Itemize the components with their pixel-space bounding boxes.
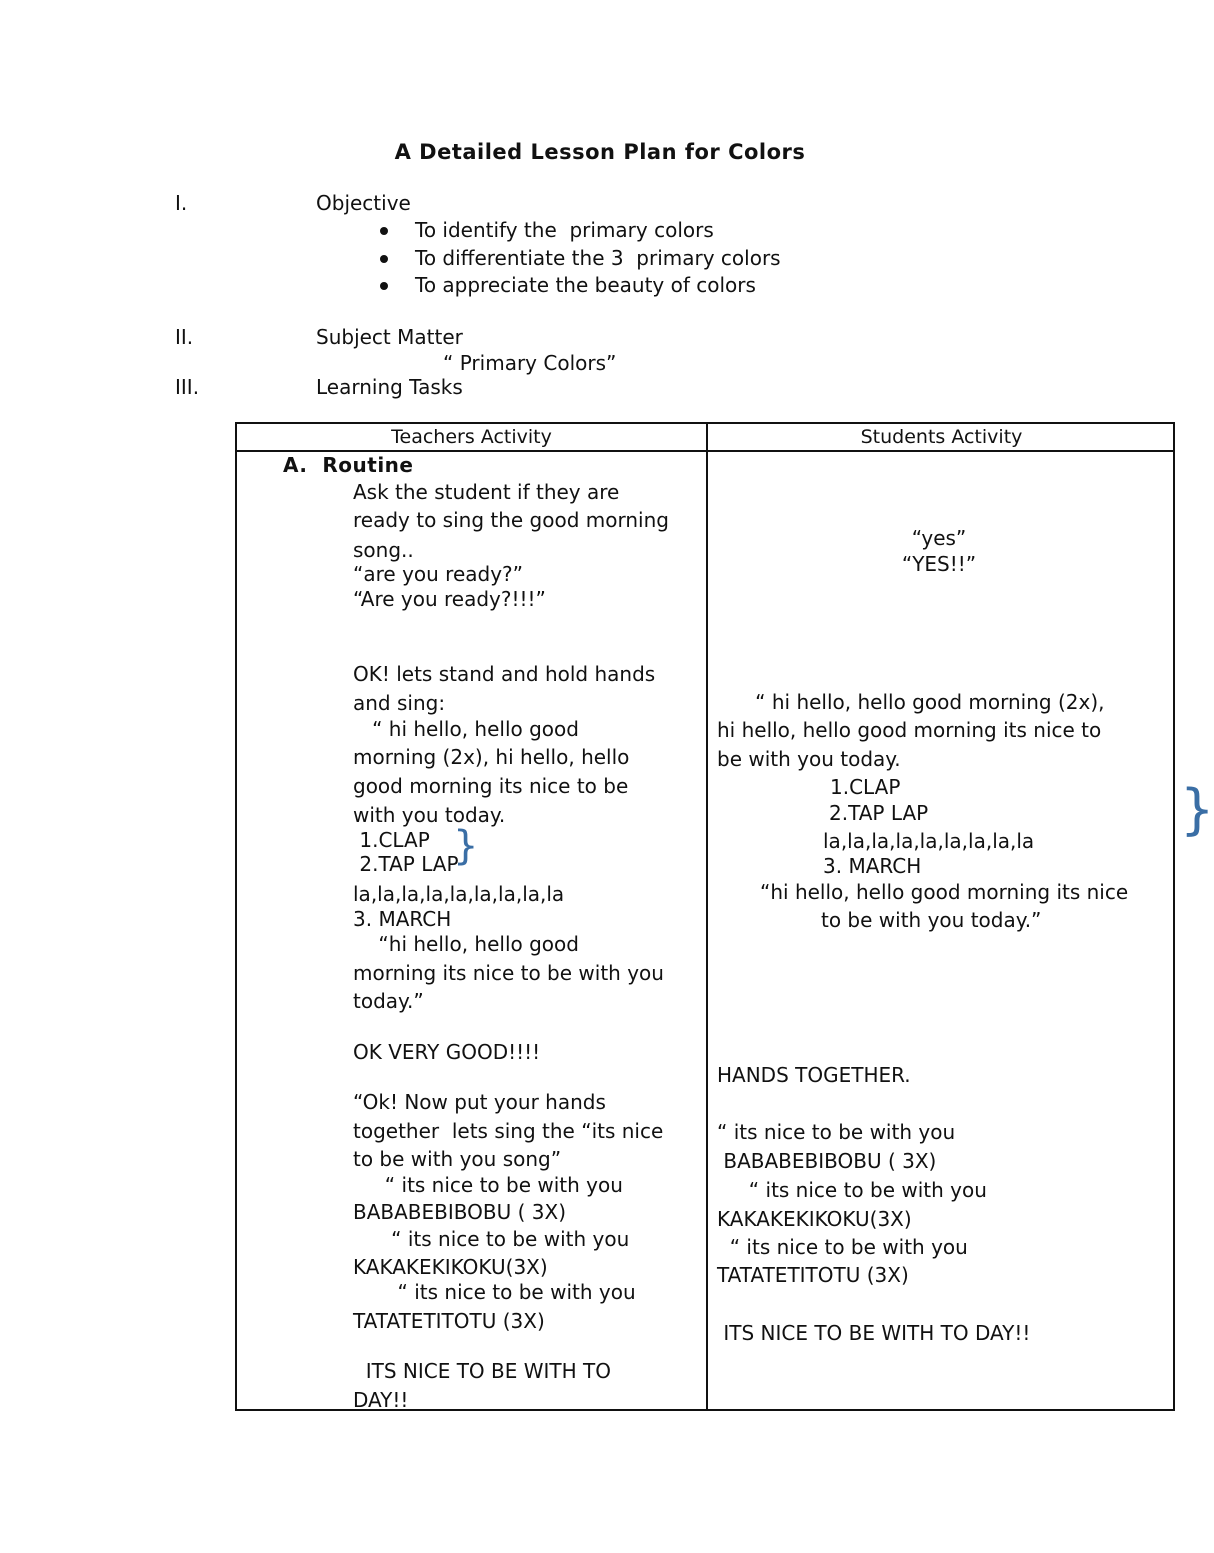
teacher-line: with you today.	[353, 803, 506, 827]
teacher-line: DAY!!	[353, 1388, 409, 1412]
header-students-activity: Students Activity	[860, 426, 1023, 448]
teacher-line: today.”	[353, 989, 424, 1013]
teacher-line: “hi hello, hello good	[353, 932, 579, 956]
teacher-line: “ its nice to be with you	[353, 1280, 636, 1304]
teacher-line: OK! lets stand and hold hands	[353, 662, 656, 686]
section-number-1: I.	[175, 191, 188, 215]
objective-item	[415, 272, 756, 298]
teacher-line: “ its nice to be with you	[353, 1227, 630, 1251]
learning-tasks-table: Teachers Activity Students Activity A. Routine Ask the student if they are ready to sing the good morning song.. “are you ready?” “Are you ready?!!!” OK! lets stand and hold hands and sing: “ hi hello, hello good morning (2x), hi hello, hello good morning its nice to be with you today. 1.CLAP 2.TAP LAP la,la,la,la,la,la,la,la,la 3. MARCH “hi hello, hello good morning its nice to be with you today.” OK VERY GOOD!!!! “Ok! Now put your hands together lets sing the “its nice to be with you song” “ its nice to be with you BABABEBIBOBU ( 3X) “ its nice to be with you KAKAKEKIKOKU(3X) “ its nice to be with you TATATETITOTU (3X) ITS NICE TO BE WITH TO DAY!! } “yes” “YES!!” “ hi hello, hello good morning (2x), hi hello, hello good morning its nice to be with you today. 1.CLAP 2.TAP LAP la,la,la,la,la,la,la,la,la 3. MARCH “hi hello, hello good morning its nice to be with you today.” HANDS TOGETHER. “ its nice to be with you BABABEBIBOBU ( 3X) “ its nice to be with you KAKAKEKIKOKU(3X) “ its nice to be with you TATATETITOTU (3X) ITS NICE TO BE WITH TO DAY!!	[235, 422, 1175, 1411]
teacher-line: ITS NICE TO BE WITH TO	[353, 1359, 611, 1383]
teacher-line: “are you ready?”	[353, 562, 524, 586]
teacher-line: “Ok! Now put your hands	[353, 1090, 606, 1114]
teacher-line: and sing:	[353, 691, 446, 715]
teacher-line: morning its nice to be with you	[353, 961, 664, 985]
teacher-line: 1.CLAP	[353, 828, 430, 852]
teacher-line: together lets sing the “its nice	[353, 1119, 664, 1143]
section-heading-subject-matter: Subject Matter	[316, 325, 463, 349]
student-line-text: “yes”	[911, 526, 967, 550]
objective-item	[415, 245, 781, 271]
teacher-line: “ hi hello, hello good	[353, 717, 579, 741]
bullet-icon	[380, 255, 388, 263]
brace-mark-icon: }	[453, 823, 479, 869]
teacher-line: song..	[353, 538, 414, 562]
objective-text: To identify the primary colors	[415, 218, 714, 242]
teacher-line: OK VERY GOOD!!!!	[353, 1040, 541, 1064]
teacher-line: “Are you ready?!!!”	[353, 587, 546, 611]
objective-text: To differentiate the 3 primary colors	[415, 246, 781, 270]
section-heading-objective: Objective	[316, 191, 411, 215]
objective-text: To appreciate the beauty of colors	[415, 273, 756, 297]
teacher-line: KAKAKEKIKOKU(3X)	[353, 1255, 548, 1279]
teacher-line: “ its nice to be with you	[353, 1173, 623, 1197]
teacher-line: Ask the student if they are	[353, 480, 620, 504]
teacher-line: good morning its nice to be	[353, 774, 629, 798]
teacher-line: to be with you song”	[353, 1147, 562, 1171]
teacher-line: morning (2x), hi hello, hello	[353, 745, 630, 769]
teacher-line: BABABEBIBOBU ( 3X)	[353, 1200, 566, 1224]
column-divider	[706, 424, 708, 1409]
bullet-icon	[380, 227, 388, 235]
document-title: A Detailed Lesson Plan for Colors	[394, 140, 806, 164]
teacher-line: TATATETITOTU (3X)	[353, 1309, 545, 1333]
teacher-line: la,la,la,la,la,la,la,la,la	[353, 882, 565, 906]
routine-heading: A. Routine	[283, 453, 414, 477]
teacher-line: 2.TAP LAP	[353, 852, 459, 876]
teacher-line: 3. MARCH	[353, 907, 452, 931]
section-number-2: II.	[175, 325, 194, 349]
subject-matter-value: “ Primary Colors”	[443, 351, 617, 375]
header-teachers-activity: Teachers Activity	[391, 426, 552, 448]
section-number-3: III.	[175, 375, 200, 399]
teacher-line: ready to sing the good morning	[353, 508, 669, 532]
bullet-icon	[380, 282, 388, 290]
objective-item	[415, 217, 714, 243]
student-line-text: “YES!!”	[901, 552, 977, 576]
section-heading-learning-tasks: Learning Tasks	[316, 375, 463, 399]
brace-mark-icon: }	[1180, 778, 1214, 841]
